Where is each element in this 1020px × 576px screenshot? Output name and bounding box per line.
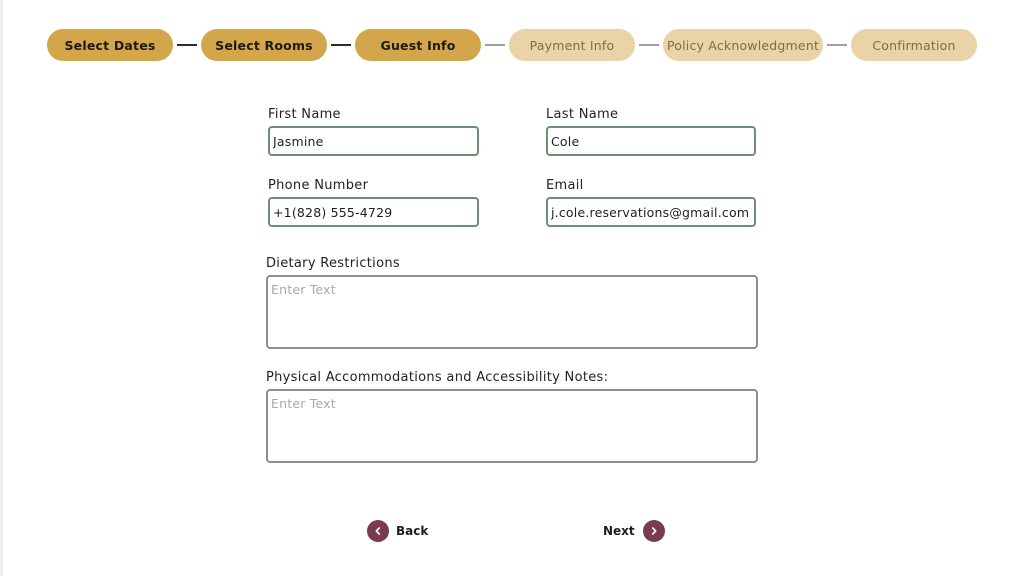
- back-button[interactable]: [367, 520, 428, 542]
- step-select-rooms[interactable]: Select Rooms: [201, 29, 327, 61]
- chevron-left-icon: [367, 520, 389, 542]
- step-policy-acknowledgment: Policy Acknowledgment: [663, 29, 823, 61]
- chevron-right-icon: [643, 520, 665, 542]
- step-connector: [639, 44, 659, 46]
- step-payment-info: Payment Info: [509, 29, 635, 61]
- step-connector: [331, 44, 351, 46]
- last-name-label: Last Name: [546, 107, 619, 122]
- last-name-input[interactable]: [546, 126, 756, 156]
- left-edge-divider: [0, 0, 3, 576]
- step-connector: [177, 44, 197, 46]
- email-label: Email: [546, 178, 584, 193]
- accessibility-notes-textarea[interactable]: [266, 389, 758, 463]
- dietary-restrictions-textarea[interactable]: [266, 275, 758, 349]
- phone-number-input[interactable]: [268, 197, 479, 227]
- first-name-input[interactable]: [268, 126, 479, 156]
- phone-number-label: Phone Number: [268, 178, 369, 193]
- step-select-dates[interactable]: Select Dates: [47, 29, 173, 61]
- step-confirmation: Confirmation: [851, 29, 977, 61]
- step-connector: [827, 44, 847, 46]
- step-guest-info[interactable]: Guest Info: [355, 29, 481, 61]
- first-name-label: First Name: [268, 107, 341, 122]
- email-input[interactable]: [546, 197, 756, 227]
- back-label: Back: [396, 524, 429, 538]
- step-connector: [485, 44, 505, 46]
- next-button[interactable]: [603, 520, 665, 542]
- progress-stepper: [47, 29, 977, 61]
- accessibility-notes-label: Physical Accommodations and Accessibility Notes:: [266, 370, 609, 385]
- dietary-restrictions-label: Dietary Restrictions: [266, 256, 400, 271]
- next-label: Next: [603, 524, 635, 538]
